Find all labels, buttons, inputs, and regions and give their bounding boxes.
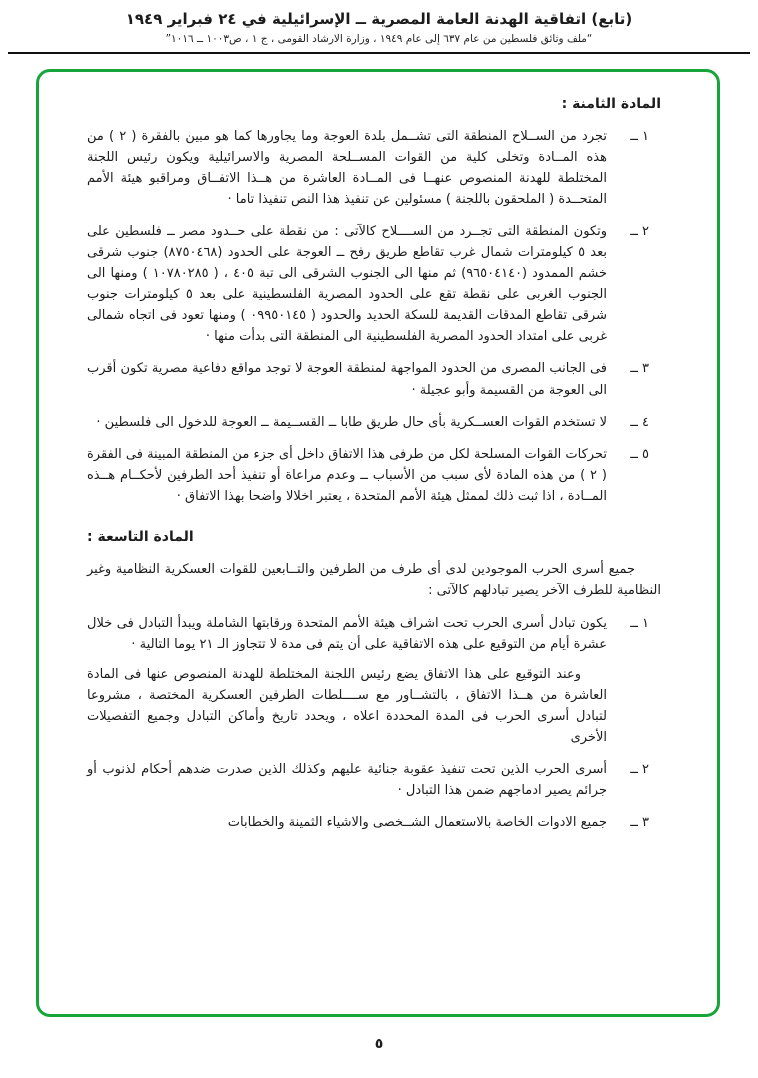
article-eight-section [87,96,661,507]
article-nine-heading: المادة التاسعة : [87,528,194,545]
item-text: جميع الادوات الخاصة بالاستعمال الشــخصى والاشياء الثمينة والخطابات [227,815,607,831]
article-nine-intro: جميع أسرى الحرب الموجودين لدى أى طرف من الطرفين والتــابعين للقوات العسكرية النظامية وغير النظامية للطرف الآخر يصير تبادلهم كالآتى : [87,561,661,598]
page-footer [0,1033,758,1052]
header-divider [8,52,750,54]
article-nine-item-2 [87,759,649,801]
article-eight-item-5 [87,444,649,507]
item-text: لا تستخدم القوات العســكرية بأى حال طريق طابا ــ القســيمة ــ العوجة للدخول الى فلسطين · [96,414,607,430]
item-text: أسرى الحرب الذين تحت تنفيذ عقوبة جنائية عليهم وكذلك الذين صدرت ضدهم أحكام لذنوب أو جرائم يصير ادماجهم ضمن هذا التبادل · [87,762,607,799]
item-number: ٤ ــ [630,414,649,430]
item-number: ١ ــ [630,615,649,631]
source-note: “ملف وثائق فلسطين من عام ٦٣٧ إلى عام ١٩٤٩ ، وزارة الارشاد القومى ، ج ١ ، ص١٠٠٣ ــ ١٠١٦” [165,33,593,45]
article-nine-section [87,529,661,834]
document-title: (تابع) اتفاقية الهدنة العامة المصرية ــ الإسرائيلية في ٢٤ فبراير ١٩٤٩ [125,10,633,28]
item-number: ٢ ــ [630,224,649,240]
item-text-continuation: وعند التوقيع على هذا الاتفاق يضع رئيس اللجنة المختلطة للهدنة المنصوص عنها فى المادة العاشرة من هــذا الاتفاق ، بالتشــاور مع ســــلطات الطرفين العسكرية المختصة ، مشروعا لتبادل أسرى الحرب فى المدة المحددة اعلاه ، ويحدد تاريخ وأماكن التبادل وجميع التفصيلات الأخرى [87,666,607,746]
article-eight-item-3 [87,358,649,400]
item-text: يكون تبادل أسرى الحرب تحت اشراف هيئة الأمم المتحدة ورقابتها الشاملة ويبدأ التبادل فى خلال عشرة أيام من التوقيع على هذه الاتفاقية على أن يتم فى مدة لا تتجاوز الـ ٢١ يوما التالية · [87,615,607,652]
article-nine-item-3 [87,812,649,833]
item-number: ٥ ــ [630,446,649,462]
content-frame [36,69,720,1017]
item-number: ١ ــ [630,129,649,144]
article-nine-item-1 [87,613,649,748]
item-number: ٢ ــ [630,762,649,778]
item-text: تحركات القوات المسلحة لكل من طرفى هذا الاتفاق داخل أى جزء من المنطقة المبينة فى الفقرة ( ٢ ) من هذه المادة لأى سبب من الأسباب ــ وعدم مراعاة أو تنفيذ أحد الطرفين لأحكــام هــذه المــادة ، اذا ثبت ذلك لممثل هيئة الأمم المتحدة ، يعتبر اخلالا واضحا بهذا الاتفاق · [87,446,607,504]
article-eight-item-4 [87,412,649,433]
document-header [0,0,758,54]
item-text: فى الجانب المصرى من الحدود المواجهة لمنطقة العوجة لا توجد مواقع دفاعية مصرية تكون أقرب الى العوجة من القسيمة وأبو عجيلة · [87,361,607,398]
page-number: ٥ [374,1036,384,1052]
article-eight-heading: المادة الثامنة : [561,96,661,112]
item-text: وتكون المنطقة التى تجــرد من الســــلاح كالآتى : من نقطة على حــدود مصر ــ فلسطين على بعد ٥ كيلومترات شمال غرب تقاطع طريق رفح ــ العوجة على الحدود (٨٧٥٠٤٦٨) جنوب شرقى خشم الممدود (٩٦٥٠٤١٤٠) ثم منها الى الجنوب الشرقى الى تبة ٤٠٥ ، ( ١٠٧٨٠٢٨٥ ) ومنها الى الجنوب الغربى على نقطة تقع على الحدود المصرية الفلسطينية على بعد ٥ كيلومترات جنوب شرقى تقاطع المدقات القديمة للسكة الحديد والحدود ( ٠٩٩٥٠١٤٥ ) ومنها تعود فى اتجاه شمالى غربى على امتداد الحدود المصرية الفلسطينية الى المنطقة التى بدأت منها · [87,224,608,345]
item-number: ٣ ــ [630,815,649,831]
item-text: تجرد من الســلاح المنطقة التى تشــمل بلدة العوجة وما يجاورها كما هو مبين بالفقرة ( ٢ ) من هذه المــادة وتخلى كلية من القوات المســلحة المصرية والاسرائيلية ويكون رئيس اللجنة المختلطة للهدنة المنصوص عنهــا فى المــادة العاشرة من هــذا الاتفــاق ومراقبو هيئة الأمم المتحــدة ( الملحقون باللجنة ) مسئولين عن تنفيذ هذا النص تنفيذا تاما · [87,129,608,208]
item-number: ٣ ــ [630,361,649,377]
article-eight-item-1 [87,126,649,210]
article-eight-item-2 [87,221,649,347]
